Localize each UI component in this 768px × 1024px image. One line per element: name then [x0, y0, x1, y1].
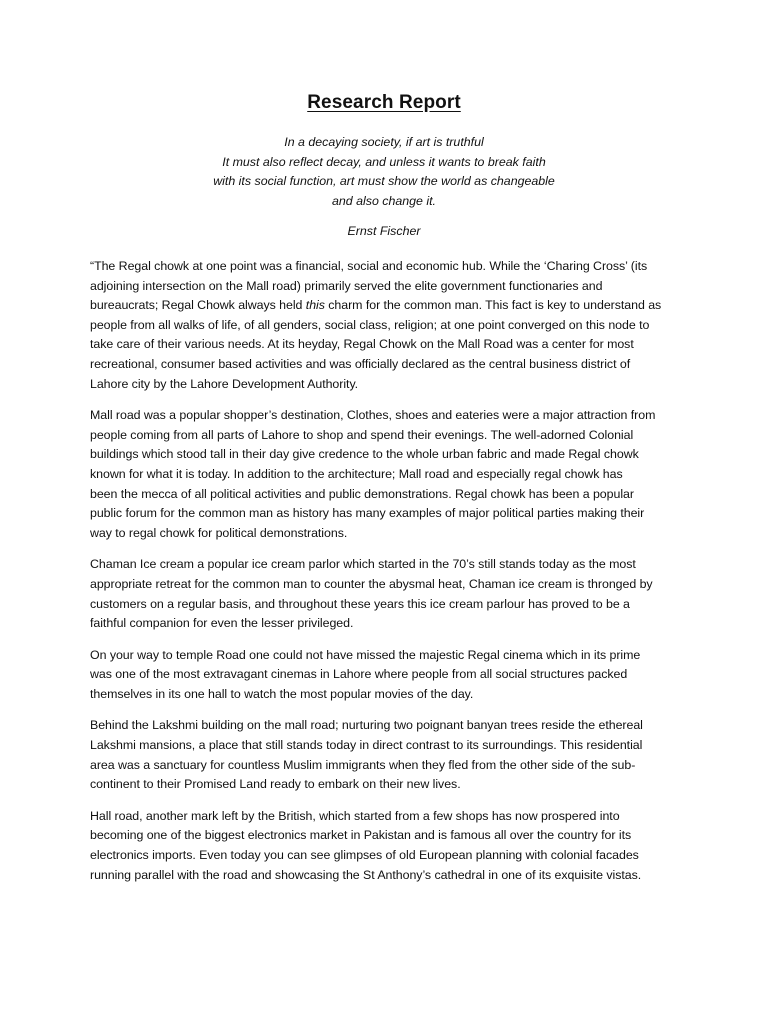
paragraph-line: known for what it is today. In addition to the architecture; Mall road and especially regal chowk has	[90, 466, 623, 481]
paragraph-line: way to regal chowk for political demonstrations.	[90, 525, 348, 540]
paragraph-line: buildings which stood tall in their day give credence to the whole urban fabric and made Regal chowk	[90, 447, 639, 462]
paragraph-line: was one of the most extravagant cinemas in Lahore where people from all social structures packed	[90, 667, 628, 682]
paragraph-line: themselves in its one hall to watch the most popular movies of the day.	[90, 686, 474, 701]
epigraph-author: Ernst Fischer	[347, 224, 421, 238]
page-title: Research Report	[307, 92, 461, 113]
paragraph-line: On your way to temple Road one could not have missed the majestic Regal cinema which in its prime	[90, 647, 641, 662]
report-body	[90, 257, 678, 897]
paragraph-line: running parallel with the road and showcasing the St Anthony’s cathedral in one of its exquisite vistas.	[90, 867, 642, 882]
paragraph	[90, 406, 678, 543]
paragraph-line: “The Regal chowk at one point was a financial, social and economic hub. While the ‘Charing Cross’ (its	[90, 259, 648, 273]
paragraph-line: Hall road, another mark left by the British, which started from a few shops has now prospered into	[90, 808, 620, 823]
paragraph-line: Chaman Ice cream a popular ice cream parlor which started in the 70’s still stands today as the most	[90, 557, 636, 572]
paragraph-line: been the mecca of all political activities and public demonstrations. Regal chowk has been a popular	[90, 486, 634, 501]
paragraph-line: Lakshmi mansions, a place that still stands today in direct contrast to its surroundings. This residential	[90, 738, 643, 753]
paragraph-line: becoming one of the biggest electronics market in Pakistan and is famous all over the country for its	[90, 828, 632, 843]
paragraph-line	[90, 296, 678, 316]
paragraph-line: continent to their Promised Land ready to embark on their new lives.	[90, 777, 461, 792]
epigraph-line: and also change it.	[331, 193, 437, 208]
paragraph-line: area was a sanctuary for countless Muslim immigrants when they fled from the other side of the sub-	[90, 757, 636, 772]
text-run: bureaucrats; Regal Chowk always held	[90, 298, 306, 313]
paragraph-line: appropriate retreat for the common man to counter the abysmal heat, Chaman ice cream is thronged by	[90, 576, 653, 591]
paragraph-line: take care of their various needs. At its heyday, Regal Chowk on the Mall Road was a center for most	[90, 337, 634, 352]
text-run: charm for the common man. This fact is key to understand as	[324, 298, 662, 313]
paragraph-line: faithful companion for even the lesser privileged.	[90, 616, 354, 631]
paragraph-line: Mall road was a popular shopper’s destination, Clothes, shoes and eateries were a major attraction from	[90, 408, 656, 423]
epigraph-line: It must also reflect decay, and unless it wants to break faith	[222, 154, 546, 169]
paragraph-line: people coming from all parts of Lahore to shop and spend their evenings. The well-adorned Colonial	[90, 427, 634, 442]
paragraph-line: public forum for the common man as history has many examples of major political parties making their	[90, 506, 645, 521]
epigraph-line: In a decaying society, if art is truthful	[284, 135, 484, 149]
paragraph-line: recreational, consumer based activities and was officially declared as the central business district of	[90, 356, 631, 371]
paragraph-line: Lahore city by the Lahore Development Authority.	[90, 376, 359, 391]
paragraph	[90, 555, 678, 633]
paragraph-line: people from all walks of life, of all genders, social class, religion; at one point converged on this node to	[90, 317, 650, 332]
paragraph	[90, 646, 678, 705]
paragraph	[90, 257, 678, 394]
paragraph-line: customers on a regular basis, and throughout these years this ice cream parlour has proved to be a	[90, 596, 630, 611]
emphasis-text: this	[305, 298, 325, 313]
paragraph-line: adjoining intersection on the Mall road) primarily served the elite government functionaries and	[90, 278, 603, 293]
epigraph	[120, 133, 648, 211]
paragraph-line: Behind the Lakshmi building on the mall road; nurturing two poignant banyan trees reside the ethereal	[90, 718, 643, 733]
paragraph-line: electronics imports. Even today you can see glimpses of old European planning with colonial facades	[90, 848, 639, 863]
epigraph-line: with its social function, art must show the world as changeable	[213, 174, 555, 189]
paragraph	[90, 807, 678, 885]
paragraph	[90, 716, 678, 794]
